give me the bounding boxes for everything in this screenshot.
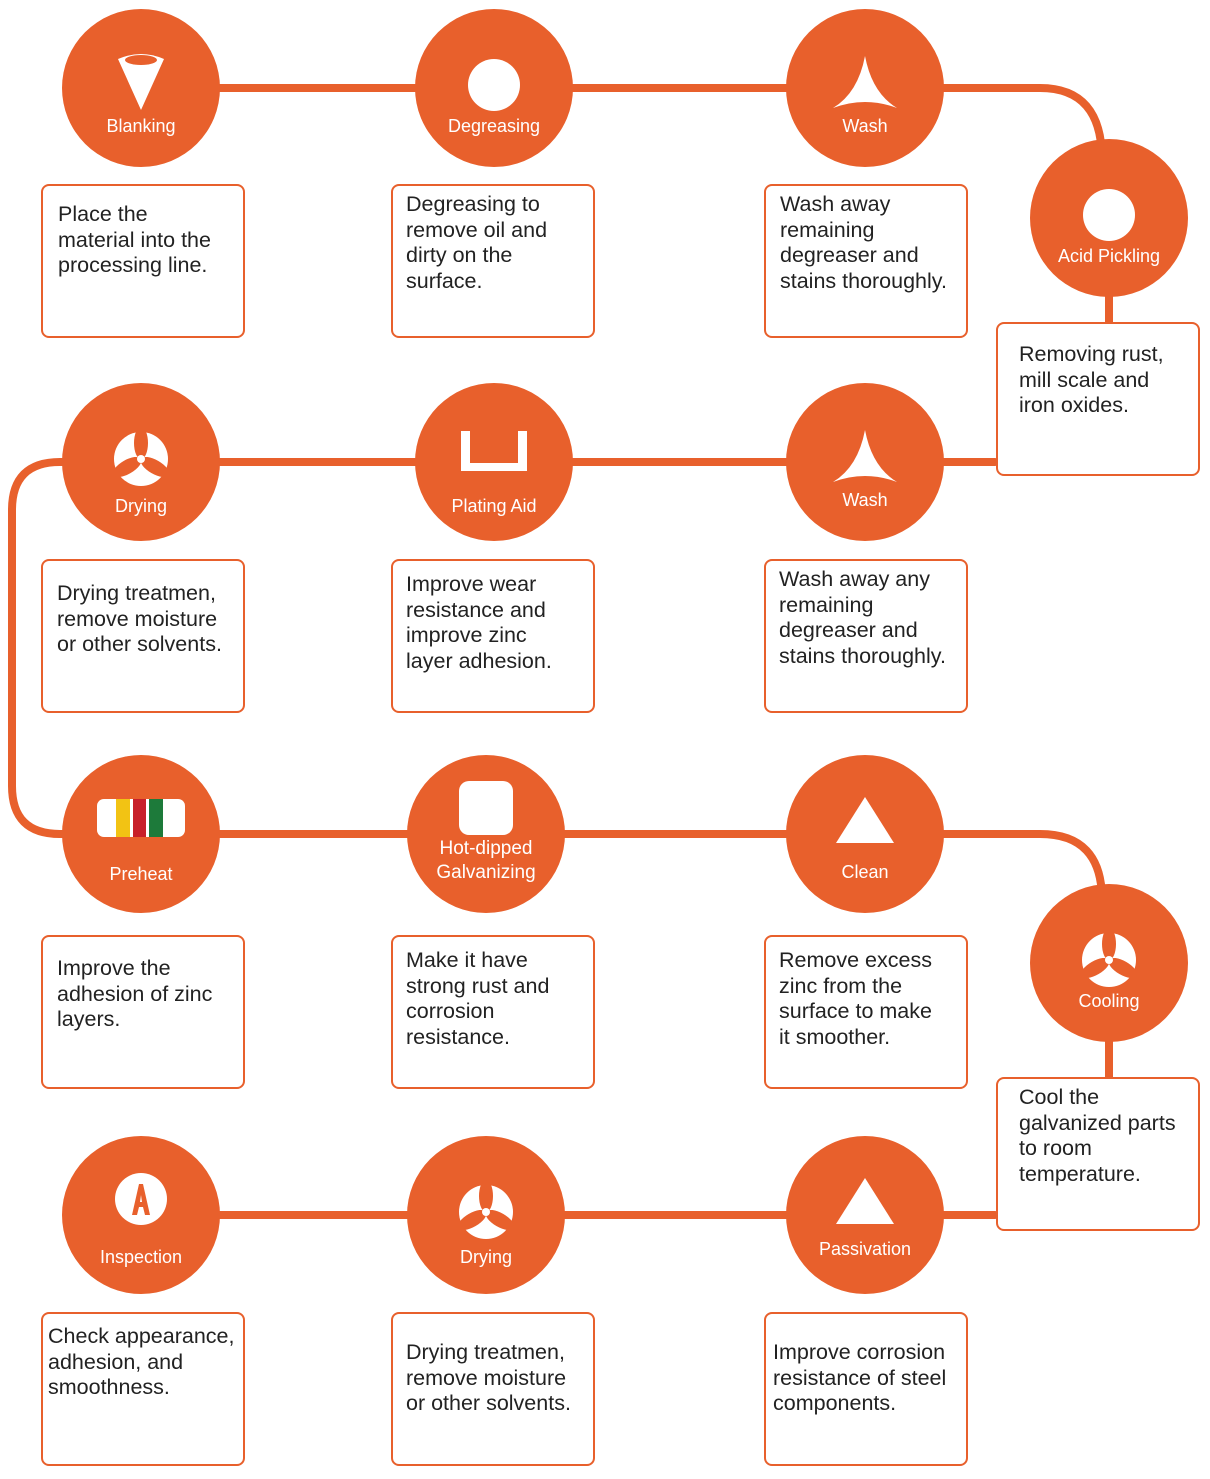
circle-icon <box>415 9 573 167</box>
step-label: Drying <box>459 1247 512 1267</box>
triangle-icon <box>786 755 944 913</box>
step-node-preheat <box>62 755 220 913</box>
step-description-box-blanking <box>41 184 245 338</box>
step-description: Make it have strong rust and corrosion resistance. <box>406 948 550 1049</box>
step-label: Degreasing <box>447 116 541 136</box>
step-node-hot-dipped-galvanizing <box>407 755 565 913</box>
step-description: Drying treatmen, remove moisture or other solvents. <box>406 1340 571 1415</box>
step-description-box-wash <box>764 559 968 713</box>
step-description-box-degreasing <box>391 184 595 338</box>
step-description-box-drying <box>391 1312 595 1466</box>
step-description: Improve corrosion resistance of steel components. <box>773 1340 947 1415</box>
color-bars-icon <box>62 755 220 913</box>
step-description-box-hot-dipped-galvanizing <box>391 935 595 1089</box>
letter-a-icon <box>62 1136 220 1294</box>
fan-icon <box>1030 884 1188 1042</box>
step-label: Drying <box>114 496 167 516</box>
step-description-box-wash <box>764 184 968 338</box>
step-label: Hot-dipped Galvanizing <box>436 838 536 883</box>
step-description: Remove excess zinc from the surface to make it smoother. <box>779 948 932 1049</box>
step-description-box-preheat <box>41 935 245 1089</box>
triangle-icon <box>786 1136 944 1294</box>
step-description: Check appearance, adhesion, and smoothness. <box>48 1324 235 1399</box>
step-node-degreasing <box>415 9 573 167</box>
step-label: Inspection <box>99 1247 183 1267</box>
step-description-box-inspection <box>41 1312 245 1466</box>
step-node-passivation <box>786 1136 944 1294</box>
step-node-acid-pickling <box>1030 139 1188 297</box>
step-description: Wash away remaining degreaser and stains thoroughly. <box>780 192 947 293</box>
step-label: Blanking <box>106 116 176 136</box>
step-label: Acid Pickling <box>1057 246 1161 266</box>
circle-icon <box>1030 139 1188 297</box>
rounded-square-icon <box>407 755 565 913</box>
step-node-drying <box>62 383 220 541</box>
step-description-box-cooling <box>996 1077 1200 1231</box>
step-label: Cooling <box>1078 991 1140 1011</box>
step-description: Improve wear resistance and improve zinc layer adhesion. <box>406 572 552 673</box>
step-node-clean <box>786 755 944 913</box>
wave-point-icon <box>786 383 944 541</box>
step-description: Cool the galvanized parts to room temperature. <box>1019 1085 1176 1186</box>
fan-icon <box>62 383 220 541</box>
step-description-box-passivation <box>764 1312 968 1466</box>
tray-icon <box>415 383 573 541</box>
step-description: Place the material into the processing line. <box>58 202 211 277</box>
fan-icon <box>407 1136 565 1294</box>
step-label: Passivation <box>818 1239 912 1259</box>
step-description-box-clean <box>764 935 968 1089</box>
step-label: Plating Aid <box>451 496 537 516</box>
step-node-wash <box>786 9 944 167</box>
step-node-wash <box>786 383 944 541</box>
step-node-inspection <box>62 1136 220 1294</box>
step-description-box-plating-aid <box>391 559 595 713</box>
step-description-box-drying <box>41 559 245 713</box>
step-label: Preheat <box>109 864 173 884</box>
step-label: Wash <box>842 116 888 136</box>
step-node-plating-aid <box>415 383 573 541</box>
step-description-box-acid-pickling <box>996 322 1200 476</box>
step-description: Degreasing to remove oil and dirty on the surface. <box>406 192 548 293</box>
step-node-blanking <box>62 9 220 167</box>
step-node-cooling <box>1030 884 1188 1042</box>
step-description: Drying treatmen, remove moisture or other solvents. <box>57 581 222 656</box>
wave-point-icon <box>786 9 944 167</box>
connector-row-1 <box>141 88 1102 160</box>
step-label: Wash <box>842 490 888 510</box>
step-description: Removing rust, mill scale and iron oxides. <box>1019 342 1164 417</box>
step-description: Wash away any remaining degreaser and stains thoroughly. <box>779 567 946 668</box>
step-description: Improve the adhesion of zinc layers. <box>57 956 213 1031</box>
step-label: Clean <box>841 862 889 882</box>
funnel-icon <box>62 9 220 167</box>
step-node-drying <box>407 1136 565 1294</box>
